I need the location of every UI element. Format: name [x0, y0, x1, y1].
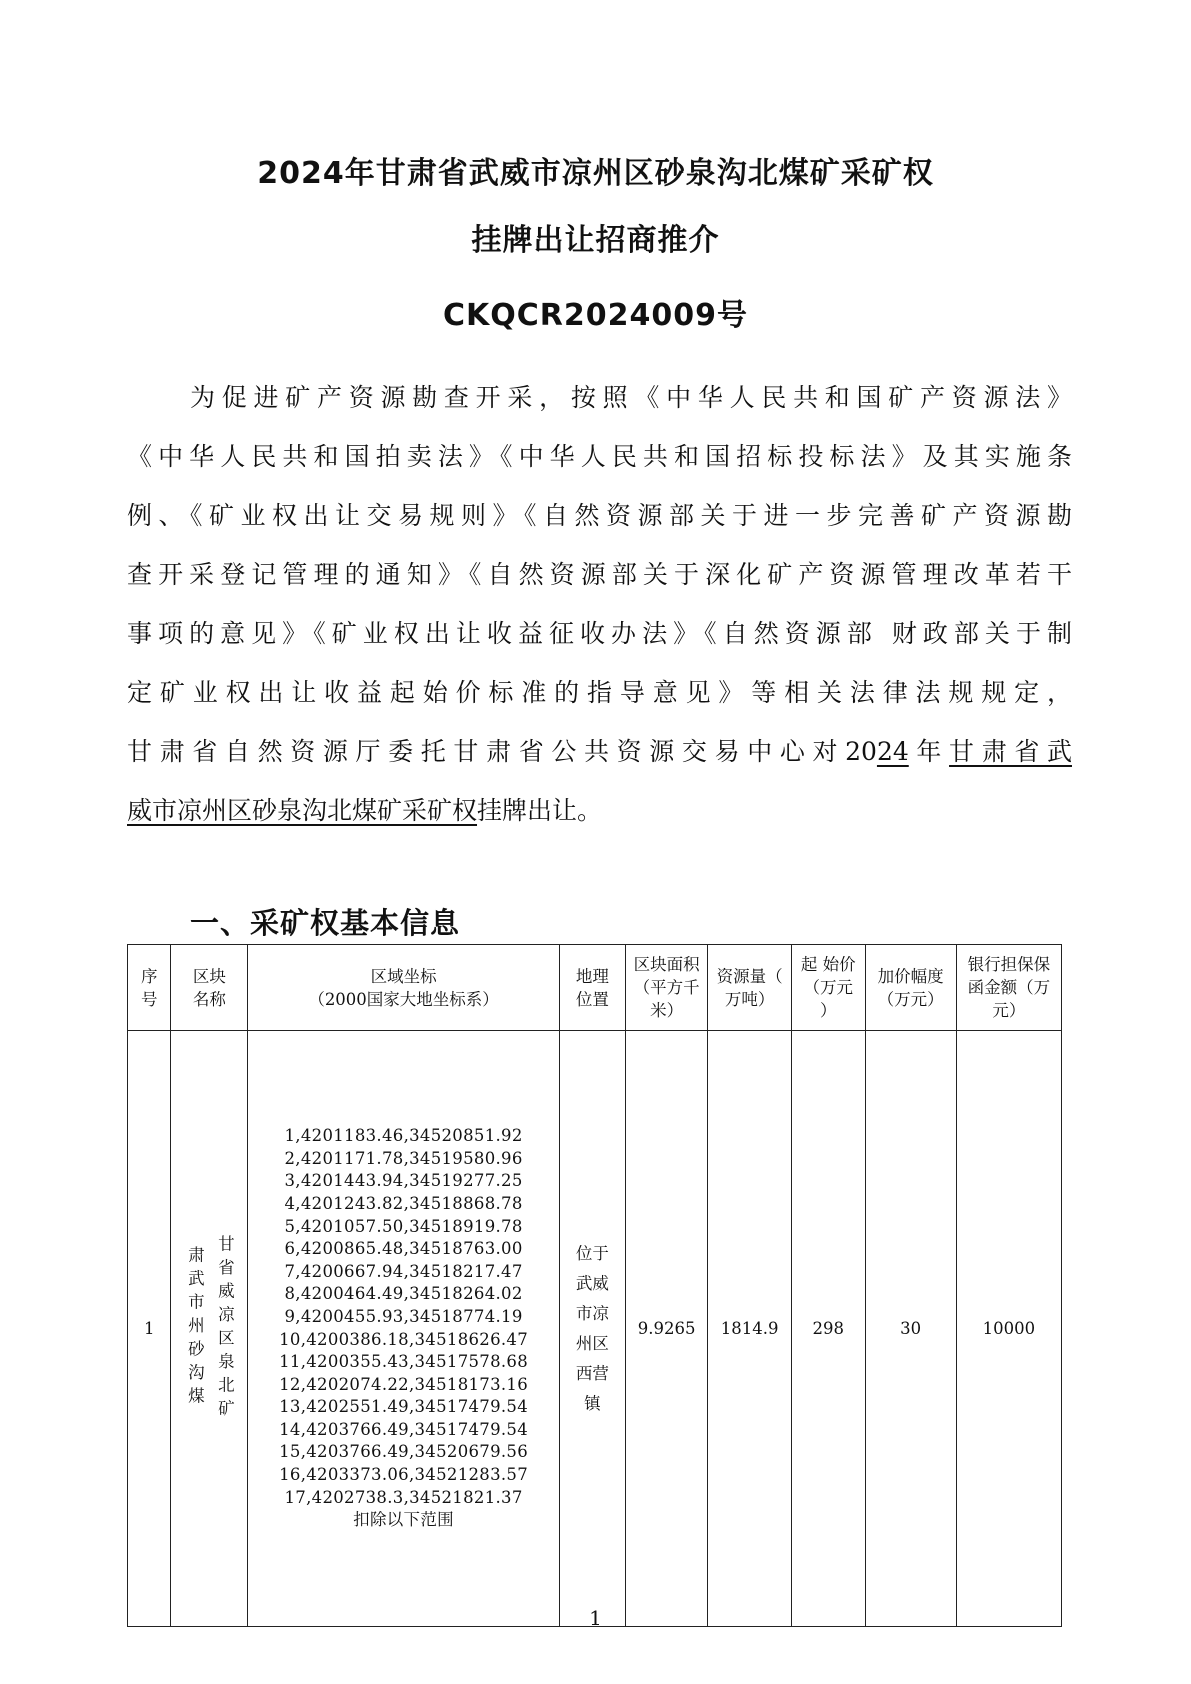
intro-line-4: 查开采登记管理的通知》《自然资源部关于深化矿产资源管理改革若干 — [127, 560, 1072, 589]
intro-project-name-part1: 甘肃省武 — [949, 737, 1072, 766]
section-heading-basic-info: 一、采矿权基本信息 — [190, 906, 461, 940]
coordinate-point: 15,4203766.49,34520679.56 — [279, 1442, 529, 1462]
cell-location: 位于武威市凉州区西营镇 — [559, 1031, 625, 1627]
intro-line-8 — [127, 781, 1072, 840]
coordinate-point: 17,4202738.3,34521821.37 — [284, 1487, 523, 1507]
table-row — [128, 1031, 1062, 1627]
intro-closing-text: 挂牌出让。 — [477, 796, 603, 825]
intro-line-6: 定矿业权出让收益起始价标准的指导意见》等相关法律法规规定， — [127, 678, 1072, 707]
coordinate-point: 4,4201243.82,34518868.78 — [284, 1193, 523, 1213]
intro-line-7 — [127, 722, 1072, 781]
cell-increment: 30 — [865, 1031, 956, 1627]
header-location: 地理位置 — [559, 945, 625, 1031]
intro-paragraph — [127, 368, 1072, 840]
intro-line-1: 为促进矿产资源勘查开采，按照《中华人民共和国矿产资源法》 — [190, 383, 1072, 412]
coordinate-point: 3,4201443.94,34519277.25 — [284, 1171, 523, 1191]
coordinate-point: 12,4202074.22,34518173.16 — [279, 1374, 529, 1394]
coordinate-exclusion-note: 扣除以下范围 — [353, 1510, 454, 1530]
cell-seq: 1 — [128, 1031, 171, 1627]
header-seq: 序号 — [128, 945, 171, 1031]
coordinate-point: 6,4200865.48,34518763.00 — [284, 1239, 523, 1259]
header-coordinates-subtitle: （2000国家大地坐标系） — [308, 989, 499, 1009]
intro-line-7-text: 甘肃省自然资源厅委托甘肃省公共资源交易中心对20 — [127, 737, 877, 766]
table-header-row — [128, 945, 1062, 1031]
coordinate-point: 16,4203373.06,34521283.57 — [279, 1465, 529, 1485]
cell-coordinates — [248, 1031, 559, 1627]
document-title-line1: 2024年甘肃省武威市凉州区砂泉沟北煤矿采矿权 — [257, 156, 934, 191]
coordinate-point: 9,4200455.93,34518774.19 — [284, 1306, 523, 1326]
intro-line-2: 《中华人民共和国拍卖法》《中华人民共和国招标投标法》及其实施条 — [127, 442, 1072, 471]
cell-guarantee: 10000 — [956, 1031, 1061, 1627]
document-number: CKQCR2024009号 — [442, 298, 748, 333]
cell-resources: 1814.9 — [708, 1031, 792, 1627]
intro-year-suffix: 年 — [908, 737, 950, 766]
intro-line-5: 事项的意见》《矿业权出让收益征收办法》《自然资源部 财政部关于制 — [127, 619, 1072, 648]
cell-area: 9.9265 — [625, 1031, 707, 1627]
page-number: 1 — [589, 1606, 602, 1630]
cell-start-price: 298 — [791, 1031, 865, 1627]
header-guarantee: 银行担保保函金额（万元） — [956, 945, 1061, 1031]
coordinate-point: 2,4201171.78,34519580.96 — [284, 1148, 523, 1168]
header-area: 区块面积（平方千米） — [625, 945, 707, 1031]
coordinate-point: 14,4203766.49,34517479.54 — [279, 1419, 529, 1439]
mining-rights-table — [127, 944, 1062, 1627]
intro-year-underlined: 24 — [876, 737, 909, 766]
header-block-name: 区块名称 — [171, 945, 248, 1031]
header-coordinates-title: 区域坐标 — [370, 966, 437, 986]
coordinate-point: 8,4200464.49,34518264.02 — [284, 1284, 523, 1304]
coordinate-point: 5,4201057.50,34518919.78 — [284, 1216, 523, 1236]
header-start-price: 起 始价（万元 ） — [791, 945, 865, 1031]
header-increment: 加价幅度（万元） — [865, 945, 956, 1031]
block-name-column-2: 肃武市州砂沟煤 — [185, 1246, 205, 1411]
header-resources: 资源量（ 万吨） — [708, 945, 792, 1031]
cell-block-name — [171, 1031, 248, 1627]
document-title-line2: 挂牌出让招商推介 — [471, 223, 720, 258]
intro-line-3: 例、《矿业权出让交易规则》《自然资源部关于进一步完善矿产资源勘 — [127, 501, 1072, 530]
coordinate-point: 7,4200667.94,34518217.47 — [284, 1261, 523, 1281]
coordinate-point: 10,4200386.18,34518626.47 — [279, 1329, 529, 1349]
coordinate-list — [248, 1125, 558, 1509]
coordinate-point: 1,4201183.46,34520851.92 — [284, 1126, 523, 1146]
intro-project-name-part2: 威市凉州区砂泉沟北煤矿采矿权 — [127, 796, 478, 825]
coordinate-point: 13,4202551.49,34517479.54 — [279, 1397, 529, 1417]
block-name-column-1: 甘省威凉区泉北矿 — [215, 1234, 235, 1423]
header-coordinates — [248, 945, 559, 1031]
coordinate-point: 11,4200355.43,34517578.68 — [279, 1352, 529, 1372]
